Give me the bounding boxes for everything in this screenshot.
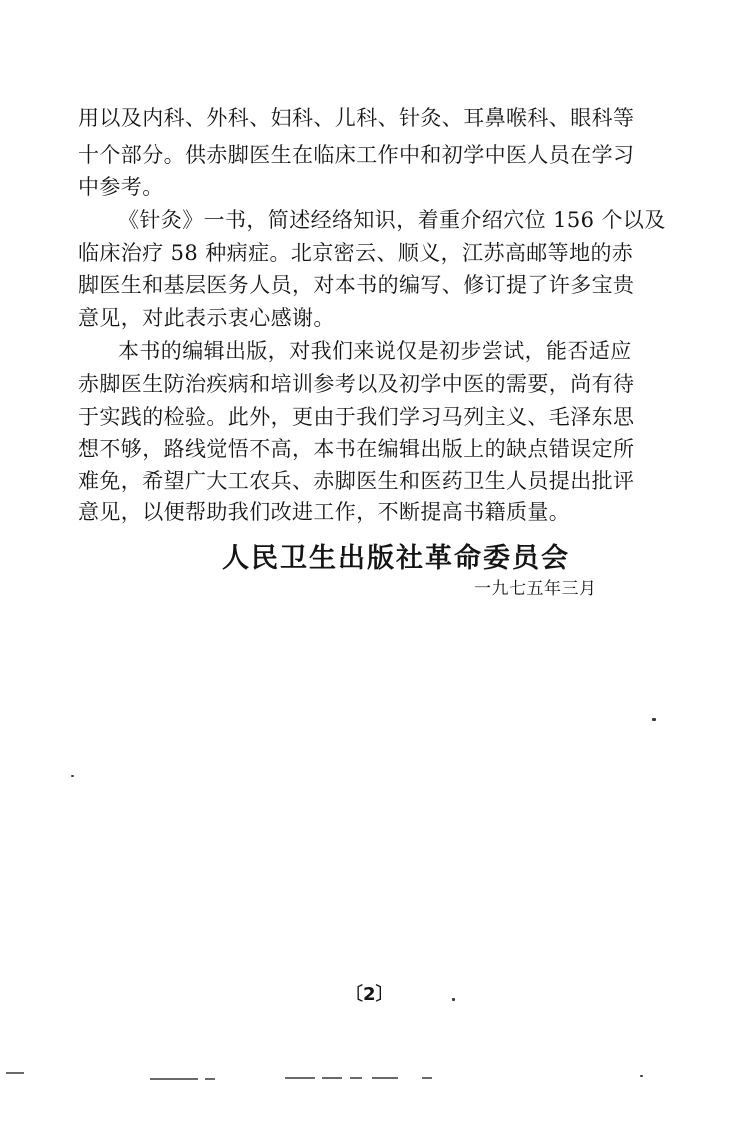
page-number: 〔2〕 bbox=[345, 984, 394, 1005]
paragraph-line: 想不够，路线觉悟不高，本书在编辑出版上的缺点错误定所 bbox=[78, 437, 635, 461]
paragraph-line: 意见，以便帮助我们改进工作，不断提高书籍质量。 bbox=[78, 500, 571, 524]
paragraph-line: 《针灸》一书，简述经络知识，着重介绍穴位 156 个以及 bbox=[118, 208, 666, 232]
scan-artifact bbox=[6, 1072, 24, 1074]
scan-artifact bbox=[322, 1077, 342, 1079]
paragraph-line: 脚医生和基层医务人员，对本书的编写、修订提了许多宝贵 bbox=[78, 273, 635, 297]
scan-artifact bbox=[205, 1078, 215, 1080]
scan-artifact bbox=[150, 1078, 198, 1080]
paragraph-line: 难免，希望广大工农兵、赤脚医生和医药卫生人员提出批评 bbox=[78, 469, 635, 493]
paragraph-line: 赤脚医生防治疾病和培训参考以及初学中医的需要，尚有待 bbox=[78, 372, 635, 396]
paragraph-line: 十个部分。供赤脚医生在临床工作中和初学中医人员在学习 bbox=[78, 143, 635, 167]
scan-artifact bbox=[372, 1077, 398, 1079]
signature-date: 一九七五年三月 bbox=[474, 579, 597, 599]
scan-artifact bbox=[285, 1077, 315, 1079]
paragraph-line: 临床治疗 58 种病症。北京密云、顺义，江苏高邮等地的赤 bbox=[78, 241, 634, 265]
paragraph-line: 中参考。 bbox=[78, 175, 164, 199]
paragraph-line: 意见，对此表示衷心感谢。 bbox=[78, 306, 335, 330]
scan-speck bbox=[640, 1075, 643, 1077]
scan-speck bbox=[652, 718, 656, 721]
publisher-signature: 人民卫生出版社革命委员会 bbox=[222, 543, 570, 574]
scan-artifact bbox=[350, 1077, 362, 1079]
scan-speck bbox=[452, 998, 455, 1001]
paragraph-line: 于实践的检验。此外，更由于我们学习马列主义、毛泽东思 bbox=[78, 405, 635, 429]
paragraph-line: 本书的编辑出版，对我们来说仅是初步尝试，能否适应 bbox=[118, 339, 632, 363]
scan-speck bbox=[71, 775, 74, 777]
scan-artifact bbox=[422, 1077, 432, 1079]
paragraph-line: 用以及内科、外科、妇科、儿科、针灸、耳鼻喉科、眼科等 bbox=[78, 106, 635, 130]
